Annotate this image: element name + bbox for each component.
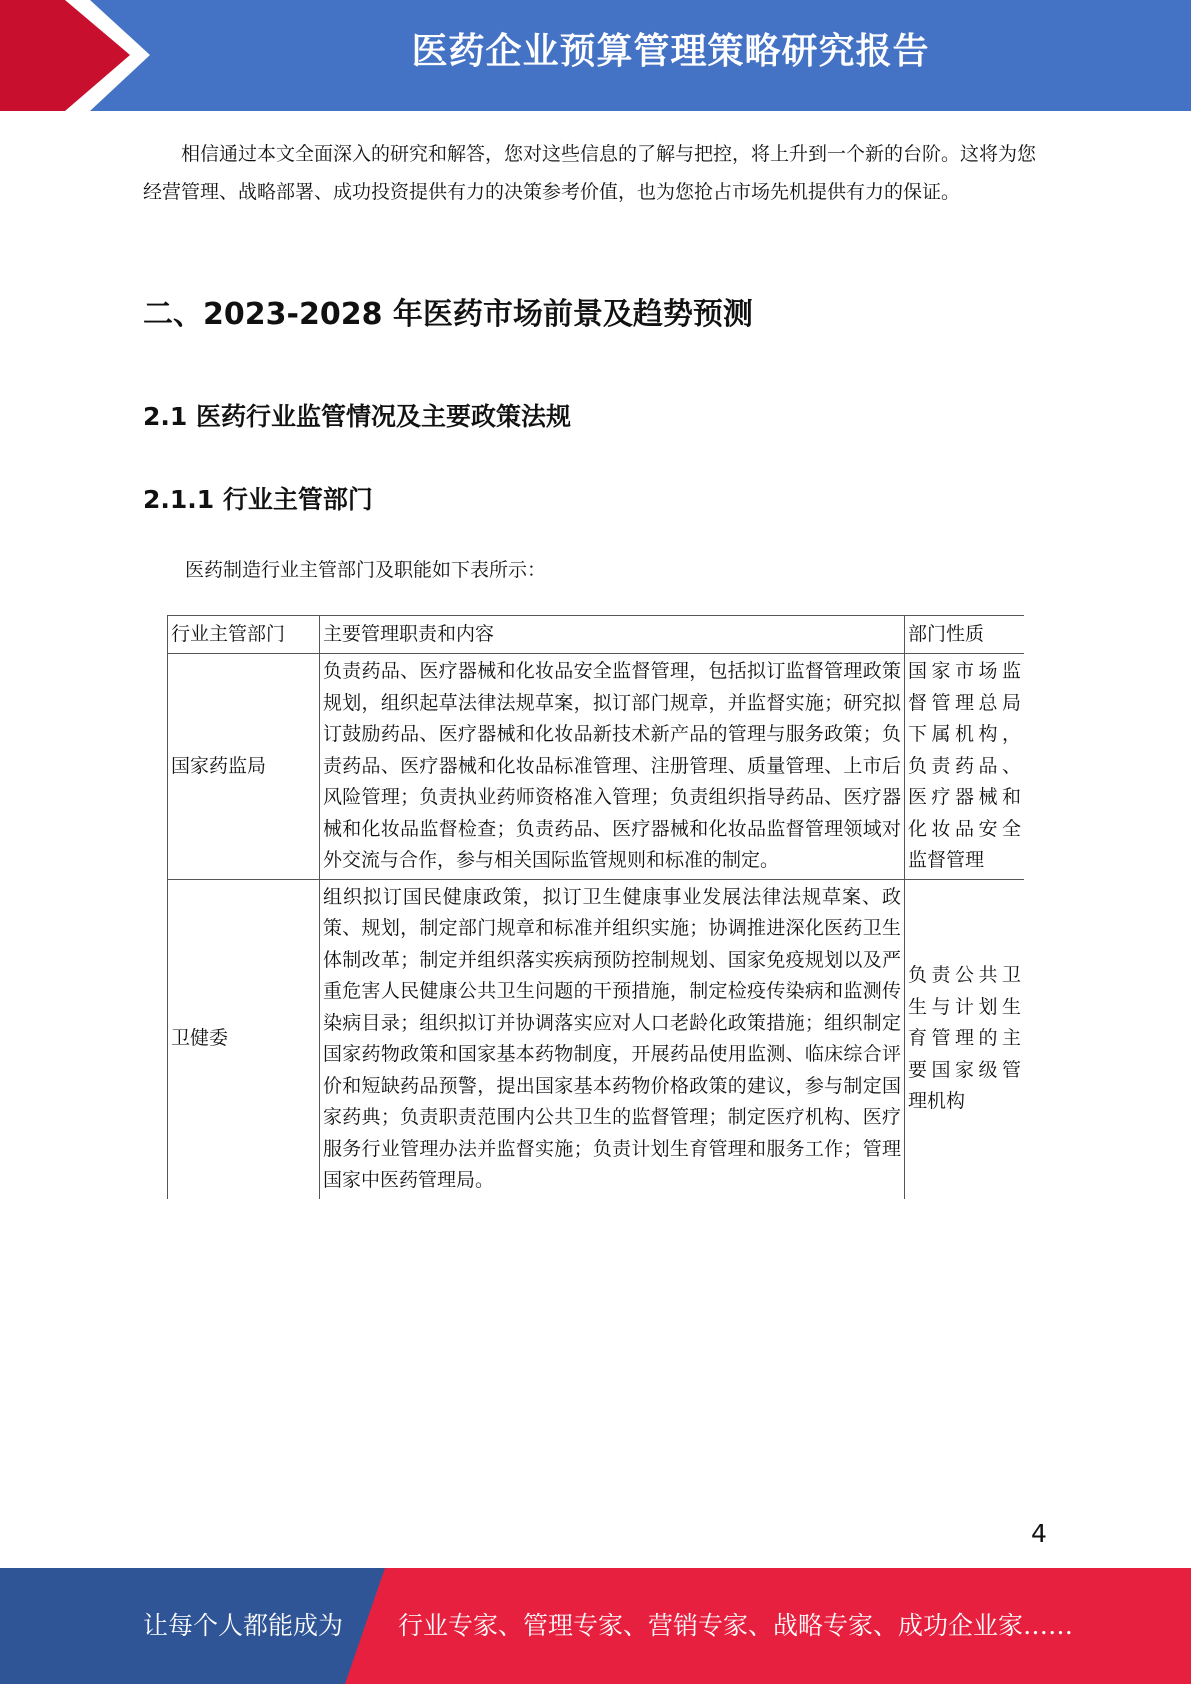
table-row	[168, 879, 1025, 1199]
table-row	[168, 654, 1025, 880]
table-header-cell: 部门性质	[905, 616, 1025, 654]
table-cell-nature: 负责公共卫生与计划生育管理的主要国家级管理机构	[905, 879, 1025, 1199]
table-cell-nature: 国家市场监督管理总局下属机构，负责药品、医疗器械和化妆品安全监督管理	[905, 654, 1025, 880]
regulator-table	[167, 615, 1024, 1199]
table-header-row	[168, 616, 1025, 654]
table-cell-department: 国家药监局	[168, 654, 320, 880]
footer-slogan-right: 行业专家、管理专家、营销专家、战略专家、成功企业家……	[398, 1611, 1074, 1640]
regulator-table-wrapper	[167, 615, 1024, 1275]
page-number: 4	[1031, 1519, 1047, 1548]
table-header-cell: 主要管理职责和内容	[320, 616, 905, 654]
section-heading: 二、2023-2028 年医药市场前景及趋势预测	[143, 297, 753, 332]
footer-banner	[0, 1568, 1191, 1684]
intro-paragraph: 相信通过本文全面深入的研究和解答，您对这些信息的了解与把控，将上升到一个新的台阶。这将为您经营管理、战略部署、成功投资提供有力的决策参考价值，也为您抢占市场先机提供有力的保证。	[143, 143, 1037, 203]
table-cell-duties: 组织拟订国民健康政策，拟订卫生健康事业发展法律法规草案、政策、规划，制定部门规章和标准并组织实施；协调推进深化医药卫生体制改革；制定并组织落实疾病预防控制规划、国家免疫规划以及严重危害人民健康公共卫生问题的干预措施，制定检疫传染病和监测传染病目录；组织拟订并协调落实应对人口老龄化政策措施；组织制定国家药物政策和国家基本药物制度，开展药品使用监测、临床综合评价和短缺药品预警，提出国家基本药物价格政策的建议，参与制定国家药典；负责职责范围内公共卫生的监督管理；制定医疗机构、医疗服务行业管理办法并监督实施；负责计划生育管理和服务工作；管理国家中医药管理局。	[320, 879, 905, 1199]
table-intro: 医药制造行业主管部门及职能如下表所示：	[185, 559, 547, 581]
table-cell-department: 卫健委	[168, 879, 320, 1199]
subsubsection-heading: 2.1.1 行业主管部门	[143, 485, 373, 514]
table-header-cell: 行业主管部门	[168, 616, 320, 654]
footer-slogan-left: 让每个人都能成为	[143, 1611, 344, 1640]
report-title: 医药企业预算管理策略研究报告	[411, 31, 930, 72]
header-banner	[0, 0, 1191, 111]
table-cell-duties: 负责药品、医疗器械和化妆品安全监督管理，包括拟订监督管理政策规划，组织起草法律法规草案，拟订部门规章，并监督实施；研究拟订鼓励药品、医疗器械和化妆品新技术新产品的管理与服务政策；负责药品、医疗器械和化妆品标准管理、注册管理、质量管理、上市后风险管理；负责执业药师资格准入管理；负责组织指导药品、医疗器械和化妆品监督检查；负责药品、医疗器械和化妆品监督管理领域对外交流与合作，参与相关国际监管规则和标准的制定。	[320, 654, 905, 880]
subsection-heading: 2.1 医药行业监管情况及主要政策法规	[143, 402, 571, 431]
